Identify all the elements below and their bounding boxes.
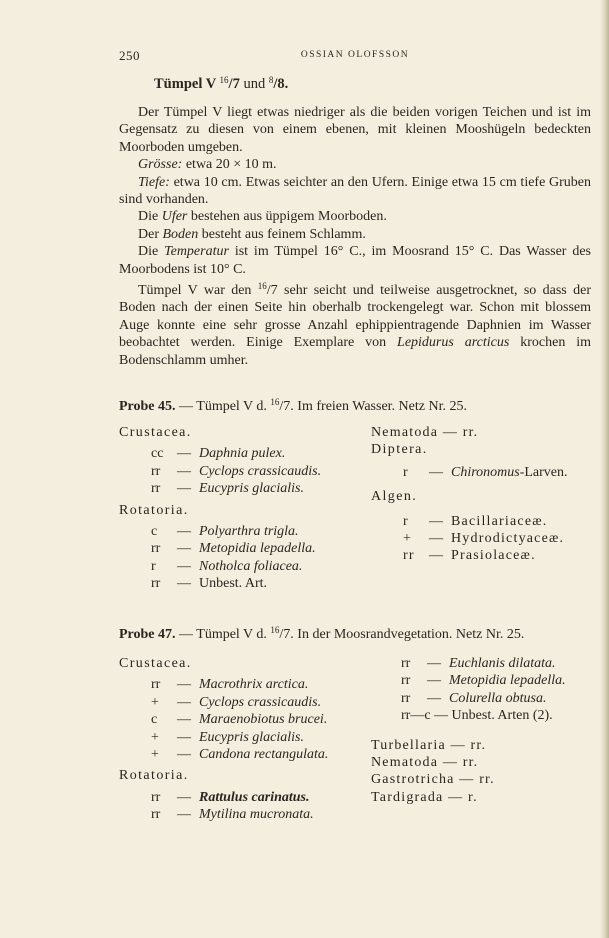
date1-den: /7 <box>228 76 240 92</box>
species-row: + — Eucypris glacialis. <box>151 729 304 745</box>
species-row: + — Cyclops crassicaudis. <box>151 694 322 710</box>
temp-text: ist im Tümpel 16° C., im Moosrand 15° C. Das Wasser des Moorbodens ist 10° C. <box>119 244 592 277</box>
species-row: rr—c — Unbest. Arten (2). <box>401 708 553 724</box>
probe45-rest-a: — Tümpel V d. <box>175 399 271 414</box>
species-row: rr — Rattulus carinatus. <box>151 789 310 805</box>
group-heading: Rotatoria. <box>119 768 189 784</box>
page-edge-shadow <box>600 0 609 938</box>
abundance: r <box>151 558 156 574</box>
shore-text: bestehen aus üppigem Moorboden. <box>187 209 387 225</box>
paragraph-intro: Der Tümpel V liegt etwas niedriger als die beiden vorigen Teichen und ist im Gegensatz zu diesen von einem ebenen, mit kleinen Mooshügeln bedeckten Moorboden umgeben. <box>119 105 591 155</box>
species-name: Notholca foliacea. <box>199 558 303 574</box>
species-name: Unbest. Art. <box>199 576 268 592</box>
abundance: r <box>403 464 408 480</box>
obs-c: krochen im Bodenschlamm umher. <box>119 335 592 368</box>
species-row: + — Hydrodictyaceæ. <box>403 531 565 547</box>
abundance: + <box>151 729 159 745</box>
species-row: r — Notholca foliacea. <box>151 558 303 574</box>
abundance: c <box>151 524 158 540</box>
nematoda-line: Nematoda — rr. <box>371 425 479 440</box>
probe47-label: Probe 47. <box>119 627 176 642</box>
other-taxon-line: Tardigrada — r. <box>371 789 478 805</box>
species-row: rr — Mytilina mucronata. <box>151 807 314 823</box>
probe47-rest-b: /7. In der Moosrandvegetation. Netz Nr. 25. <box>279 627 525 642</box>
paragraph-bottom <box>119 226 591 243</box>
probe45-rest-b: /7. Im freien Wasser. Netz Nr. 25. <box>279 399 467 414</box>
shore-label: Ufer <box>161 209 188 225</box>
running-head: OSSIAN OLOFSSON <box>300 50 410 60</box>
abundance: rr <box>151 481 161 497</box>
abundance: rr <box>151 789 161 805</box>
size-label: Grösse: <box>138 157 183 173</box>
taxon-name: Prasiolaceæ. <box>451 548 536 564</box>
abundance: cc <box>151 446 164 462</box>
abundance: c <box>151 712 158 728</box>
obs-species: Lepidurus arcticus <box>397 335 510 351</box>
paragraph-depth <box>119 174 591 209</box>
species-row: rr — Eucypris glacialis. <box>151 481 304 497</box>
group-heading: Diptera. <box>371 442 428 458</box>
bottom-pre: Der <box>138 226 163 242</box>
group-heading: Algen. <box>371 489 418 505</box>
species-name: Polyarthra trigla. <box>199 524 299 540</box>
date-joiner: und <box>243 76 266 92</box>
obs-a: Tümpel V war den <box>138 283 258 299</box>
size-text: etwa 20 × 10 m. <box>182 157 277 173</box>
species-suffix: -Larven. <box>519 464 568 480</box>
abundance: rr <box>151 463 161 479</box>
shore-pre: Die <box>138 209 162 225</box>
group-heading: Crustacea. <box>119 656 192 671</box>
obs-sup: 16 <box>257 281 267 292</box>
probe45-heading <box>119 397 593 415</box>
abundance: + <box>403 531 413 547</box>
species-row: r — Chironomus-Larven. <box>403 464 568 480</box>
species-row: rr — Colurella obtusa. <box>401 690 547 706</box>
probe47-sup: 16 <box>270 625 280 635</box>
probe45-left-column <box>119 424 321 593</box>
taxon-name: Hydrodictyaceæ. <box>451 531 565 547</box>
probe47-rest-a: — Tümpel V d. <box>175 627 271 642</box>
abundance: rr <box>403 548 415 564</box>
bottom-text: besteht aus feinem Schlamm. <box>198 226 366 242</box>
page-number: 250 <box>119 48 140 63</box>
species-row: + — Candona rectangulata. <box>151 747 329 763</box>
species-name: Maraenobiotus brucei. <box>199 712 328 728</box>
other-taxon-line: Turbellaria — rr. <box>371 737 487 753</box>
paragraph-observation <box>119 278 591 369</box>
probe47-right-column <box>371 655 566 806</box>
date1-sup: 16 <box>219 75 229 85</box>
species-name: Chironomus <box>451 464 520 480</box>
section-title <box>154 75 288 93</box>
probe47-heading <box>119 625 593 643</box>
species-name: Macrothrix arctica. <box>199 677 309 693</box>
species-name: Euchlanis dilatata. <box>449 656 556 671</box>
group-heading: Rotatoria. <box>119 502 189 518</box>
species-row: rr — Unbest. Art. <box>151 576 268 592</box>
species-row: r — Bacillariaceæ. <box>403 513 548 529</box>
depth-label: Tiefe: <box>138 174 170 190</box>
abundance: r <box>403 513 409 529</box>
probe45-label: Probe 45. <box>119 399 176 414</box>
date2-den: /8. <box>273 76 289 92</box>
species-name: Eucypris glacialis. <box>199 481 304 497</box>
paragraph-temperature <box>119 243 591 278</box>
abundance: + <box>151 747 159 763</box>
abundance: rr <box>401 690 411 706</box>
paragraph-shore <box>119 208 591 225</box>
obs-b: /7 sehr seicht und teilweise ausgetrocknet, so dass der Boden nach der einen Seite hin oberhalb trockengelegt war. Schon mit blossem Auge konnte eine sehr grosse Anzahl ephippientragende Daphnien im Wasser beobachtet werden. Einige Exemplare von <box>119 283 591 351</box>
species-row: cc — Daphnia pulex. <box>151 446 286 462</box>
species-name: Daphnia pulex. <box>199 446 286 462</box>
species-name: Eucypris glacialis. <box>199 729 304 745</box>
page-header <box>119 48 591 66</box>
species-row: rr — Macrothrix arctica. <box>151 677 309 693</box>
bottom-label: Boden <box>162 226 199 242</box>
other-taxon-line: Gastrotricha — rr. <box>371 772 495 788</box>
section-title-name: Tümpel V <box>154 76 216 92</box>
temp-label: Temperatur <box>164 244 229 260</box>
species-row: rr — Euchlanis dilatata. <box>401 656 556 671</box>
abundance: rr <box>401 673 411 689</box>
taxon-name: Bacillariaceæ. <box>451 513 548 529</box>
abundance: rr <box>151 541 161 557</box>
species-row: c — Maraenobiotus brucei. <box>151 712 328 728</box>
species-name: Metopidia lepadella. <box>449 673 566 689</box>
date2-sup: 8 <box>268 75 274 85</box>
abundance: rr <box>401 656 411 671</box>
species-name: Candona rectangulata. <box>199 747 329 763</box>
species-row: rr — Prasiolaceæ. <box>403 548 536 564</box>
species-row: c — Polyarthra trigla. <box>151 524 299 540</box>
abundance: rr <box>151 807 161 823</box>
abundance: rr <box>151 576 161 592</box>
species-name: Colurella obtusa. <box>449 690 547 706</box>
species-name: Cyclops crassicaudis. <box>199 463 322 479</box>
species-name: Mytilina mucronata. <box>199 807 314 823</box>
group-heading: Crustacea. <box>119 425 192 440</box>
probe45-sup: 16 <box>270 397 280 407</box>
other-taxon-line: Nematoda — rr. <box>371 755 479 771</box>
abundance: rr <box>151 677 161 693</box>
abundance: rr—c <box>401 708 431 724</box>
species-name: Cyclops crassicaudis. <box>199 694 322 710</box>
species-name: Unbest. Arten (2). <box>451 708 553 724</box>
depth-text: etwa 10 cm. Etwas seichter an den Ufern. Einige etwa 15 cm tiefe Gruben sind vorhanden. <box>119 174 591 208</box>
paragraph-size <box>119 156 591 173</box>
probe47-left-column <box>119 655 328 824</box>
probe45-right-column <box>371 424 568 565</box>
species-name: Rattulus carinatus. <box>199 789 310 805</box>
temp-pre: Die <box>138 244 165 260</box>
species-row: rr — Cyclops crassicaudis. <box>151 463 322 479</box>
description-body <box>119 104 591 369</box>
abundance: + <box>151 694 159 710</box>
species-row: rr — Metopidia lepadella. <box>151 541 316 557</box>
species-name: Metopidia lepadella. <box>199 541 316 557</box>
species-row: rr — Metopidia lepadella. <box>401 673 566 689</box>
